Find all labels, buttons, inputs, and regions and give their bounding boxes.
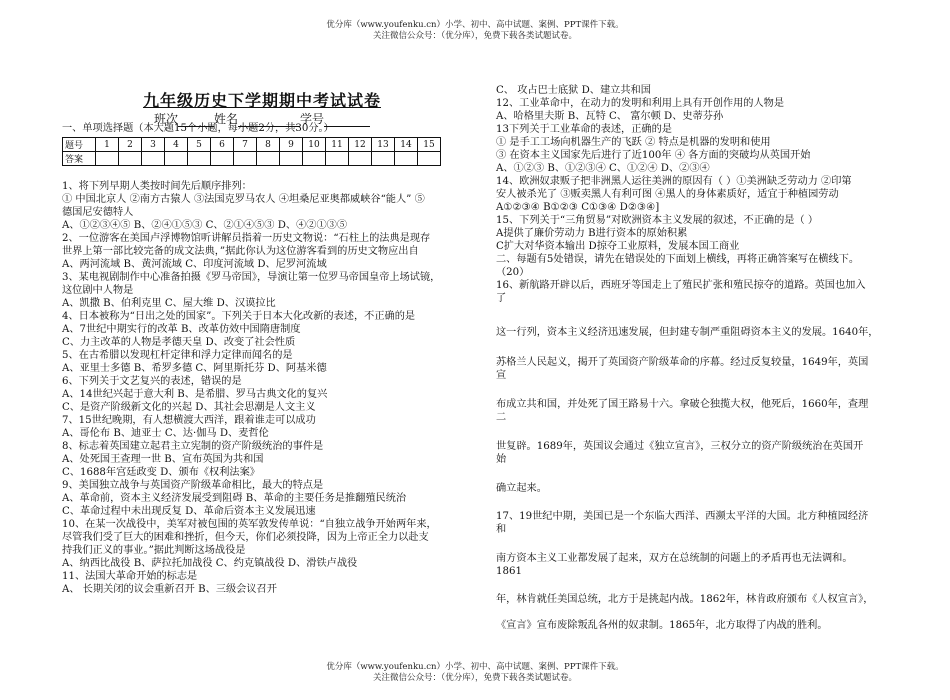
question-line: 1861 [496,566,522,577]
question-line: A、革命前，资本主义经济发展受到阻碍 B、革命的主要任务是推翻殖民统治 [62,493,407,504]
answer-cell[interactable] [165,152,188,166]
question-line: C、1688年宫廷政变 D、颁布《权利法案》 [62,467,260,478]
question-number-label: 题号 [63,138,96,152]
question-line: C、力主改革的人物是孝德天皇 D、改变了社会性质 [62,337,296,348]
name-label: 姓名 [213,112,238,126]
question-line: 这一行列，资本主义经济迅速发展，但封建专制严重阻碍资本主义的发展。1640年， [496,327,879,338]
question-line: 这位剧中人物是 [62,285,134,296]
question-line: C、革命过程中未出现反复 D、革命后资本主义发展迅速 [62,506,316,517]
question-number: 6 [211,138,234,152]
question-line: 了 [496,293,507,304]
question-number: 5 [188,138,211,152]
question-line: 5、在古希腊以发现杠杆定律和浮力定律而闻名的是 [62,350,293,361]
question-number: 10 [303,138,326,152]
question-line: 4、日本被称为“日出之处的国家”。下列关于日本大化改新的表述，不正确的是 [62,311,416,322]
question-line: A、14世纪兴起于意大利 B、是希腊、罗马古典文化的复兴 [62,389,328,400]
question-line: 世复辟。1689年，英国议会通过《独立宣言》，三权分立的资产阶级统治在英国开 [496,441,864,452]
answer-cell[interactable] [349,152,372,166]
question-line: A、 长期关闭的议会重新召开 B、三级会议召开 [62,584,277,595]
question-number: 3 [142,138,165,152]
question-line: 10、在某一次战役中，美军对被包围的英军敦发传单说：“自独立战争开始两年来， [62,519,437,530]
answer-cell[interactable] [257,152,280,166]
question-number: 13 [372,138,395,152]
answer-label: 答案 [63,152,96,166]
answer-table-number-row [63,138,441,152]
question-line: 宣 [496,370,507,381]
question-number: 15 [418,138,441,152]
question-line: 16、新航路开辟以后，西班牙等国走上了殖民扩张和殖民掠夺的道路。英国也加入 [496,280,866,291]
question-number: 8 [257,138,280,152]
question-line: ③ 在资本主义国家先后进行了近100年 ④ 各方面的突破均从英国开始 [496,150,811,161]
question-line: 3、某电视剧制作中心准备拍摄《罗马帝国》，导演让第一位罗马帝国皇帝上场试镜， [62,272,441,283]
question-line: ① 是手工工场向机器生产的飞跃 ② 特点是机器的发明和使用 [496,137,771,148]
answer-table-answer-row [63,152,441,166]
question-line: 7、15世纪晚期，有人想横渡大西洋，跟着谁走可以成功 [62,415,316,426]
question-line: C、 攻占巴士底狱 D、建立共和国 [496,85,651,96]
question-line: 确立起来。 [496,483,547,494]
question-line: A、7世纪中期实行的改革 B、改革仿效中国隋唐制度 [62,324,301,335]
question-line: A、①②③ B、①②③④ C、①②④ D、②③④ [496,163,710,174]
question-line: 6、下列关于文艺复兴的表述，错误的是 [62,376,242,387]
exam-title: 九年级历史下学期期中考试试卷 [142,91,381,110]
question-line: 始 [496,454,507,465]
question-line: A①②③④ B①②③ C①③④ D②③④] [496,202,660,213]
answer-cell[interactable] [303,152,326,166]
question-line: A、凯撒 B、伯利克里 C、屋大维 D、汉谟拉比 [62,298,276,309]
answer-cell[interactable] [188,152,211,166]
question-line: 二 [496,412,507,423]
question-number: 2 [119,138,142,152]
question-line: 德国尼安德特人 [62,207,134,218]
question-line: 11、法国大革命开始的标志是 [62,571,198,582]
number-label: 学号 [300,112,325,126]
question-line: C、是资产阶级新文化的兴起 D、其社会思潮是人文主义 [62,402,316,413]
question-line: 《宣言》宣布废除叛乱各州的奴隶制。1865年，北方取得了内战的胜利。 [496,620,828,631]
question-line: 和 [496,524,507,535]
question-line: 苏格兰人民起义，揭开了英国资产阶级革命的序幕。经过反复较量，1649年，英国 [496,357,869,368]
answer-cell[interactable] [234,152,257,166]
answer-cell[interactable] [142,152,165,166]
section-1-heading: 一、单项选择题（本大题15个小题，每小题2分，共30分。） [62,123,334,134]
question-number: 4 [165,138,188,152]
answer-cell[interactable] [395,152,418,166]
question-line: 9、美国独立战争与英国资产阶级革命相比，最大的特点是 [62,480,324,491]
answer-cell[interactable] [119,152,142,166]
page-header [0,20,950,42]
footer-line-2: 关注微信公众号：（优分库），免费下载各类试题试卷。 [372,673,577,683]
question-number: 14 [395,138,418,152]
question-line: ① 中国北京人 ②南方古猿人 ③法国克罗马农人 ④坦桑尼亚奥都威峡谷“能人” ⑤ [62,194,425,205]
question-line: A、哈格里夫斯 B、瓦特 C、 富尔顿 D、史蒂芬孙 [496,111,724,122]
question-line: 持我们正义的事业。”据此判断这场战役是 [62,545,246,556]
question-line: A、纳西比战役 B、萨拉托加战役 C、约克镇战役 D、滑铁卢战役 [62,558,358,569]
header-line-2: 关注微信公众号：（优分库），免费下载各类试题试卷。 [372,31,577,41]
question-line: 年，林肯就任美国总统，北方于是挑起内战。1862年，林肯政府颁布《人权宣言》， [496,594,874,605]
question-line: A、两河流域 B、黄河流域 C、印度河流域 D、尼罗河流域 [62,259,327,270]
question-line: 安人被杀光了 ③贩卖黑人有利可图 ④黑人的身体素质好，适宜于种植园劳动 [496,189,839,200]
question-line: C扩大对华资本输出 D掠夺工业原料，发展本国工商业 [496,241,740,252]
question-line: A、哥伦布 B、迪亚士 C、达·伽马 D、麦哲伦 [62,428,269,439]
question-line: 2、一位游客在美国卢浮博物馆听讲解员指着一历史文物说：“石柱上的法典是现存 [62,233,431,244]
question-number: 9 [280,138,303,152]
question-line: A、处死国王查理一世 B、宣布英国为共和国 [62,454,264,465]
question-line: 世界上第一部比较完备的成文法典，”据此你认为这位游客看到的历史文物应出自 [62,246,419,257]
answer-cell[interactable] [96,152,119,166]
question-line: 8、标志着英国建立起君主立宪制的资产阶级统治的事件是 [62,441,324,452]
class-label: 班次 [153,112,178,126]
answer-cell[interactable] [211,152,234,166]
question-number: 1 [96,138,119,152]
question-line: A提供了廉价劳动力 B进行资本的原始积累 [496,228,688,239]
answer-cell[interactable] [280,152,303,166]
question-line: 13下列关于工业革命的表述，正确的是 [496,124,672,135]
page-footer [0,662,950,684]
question-line: 14、欧洲奴隶贩子把非洲黑人运往美洲的原因有（ ）①美洲缺乏劳动力 ②印第 [496,176,852,187]
answer-table [62,137,441,166]
question-line: 17、19世纪中期，美国已是一个东临大西洋、西濒太平洋的大国。北方种植园经济 [496,511,869,522]
question-line: A、①②③④⑤ B、②④①⑤③ C、②①④⑤③ D、④②①③⑤ [62,220,348,231]
header-line-1: 优分库（www.youfenku.cn）小学、初中、高中试题、案例、PPT课件下载。 [326,20,624,30]
question-line: 15、下列关于“三角贸易”对欧洲资本主义发展的叙述，不正确的是（ ） [496,215,819,226]
question-line: A、亚里士多德 B、希罗多德 C、阿里斯托芬 D、阿基米德 [62,363,327,374]
question-number: 12 [349,138,372,152]
section-2-score: （20） [496,267,530,278]
answer-cell[interactable] [418,152,441,166]
question-line: 布成立共和国，并处死了国王路易十六。拿破仑独揽大权，他死后，1660年，查理 [496,399,869,410]
question-line: 12、工业革命中，在动力的发明和利用上具有开创作用的人物是 [496,98,785,109]
question-line: 南方资本主义工业都发展了起来，双方在总统制的问题上的矛盾再也无法调和。 [496,553,853,564]
question-line: 尽管我们受了巨大的困难和挫折，但今天，你们必须投降，因为上帝正全力以赴支 [62,532,429,543]
question-number: 7 [234,138,257,152]
question-line: 1、将下列早期人类按时间先后顺序排列： [62,181,252,192]
answer-cell[interactable] [326,152,349,166]
question-number: 11 [326,138,349,152]
footer-line-1: 优分库（www.youfenku.cn）小学、初中、高中试题、案例、PPT课件下载。 [326,662,624,672]
section-2-heading: 二、每题有5处错误，请先在错误处的下面划上横线，再将正确答案写在横线下。 [496,254,860,265]
answer-cell[interactable] [372,152,395,166]
